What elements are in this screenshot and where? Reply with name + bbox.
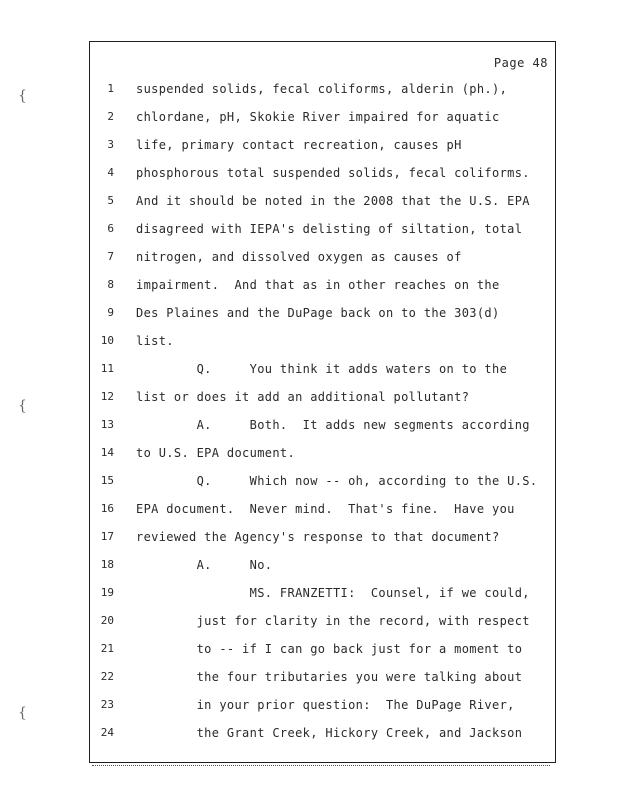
transcript-line [90,79,555,99]
transcript-line [90,583,555,603]
line-number: 2 [107,110,114,123]
line-number: 10 [100,334,114,347]
line-number: 18 [100,558,114,571]
transcript-line [90,107,555,127]
line-text: MS. FRANZETTI: Counsel, if we could, [136,586,530,600]
line-number: 24 [100,726,114,739]
transcript-line [90,639,555,659]
transcript-line [90,387,555,407]
line-number: 21 [100,642,114,655]
line-text: list or does it add an additional pollutant? [136,390,470,404]
line-text: impairment. And that as in other reaches on the [136,278,500,292]
transcript-line [90,723,555,743]
line-number: 12 [100,390,114,403]
line-text: chlordane, pH, Skokie River impaired for aquatic [136,110,500,124]
line-number: 4 [107,166,114,179]
transcript-line [90,303,555,323]
line-text: to U.S. EPA document. [136,446,296,460]
line-text: A. Both. It adds new segments according [136,418,530,432]
line-number: 8 [107,278,114,291]
line-number: 14 [100,446,114,459]
line-text: the four tributaries you were talking about [136,670,523,684]
line-text: life, primary contact recreation, causes pH [136,138,462,152]
transcript-line [90,667,555,687]
line-number: 15 [100,474,114,487]
transcript-page [89,41,556,763]
transcript-line [90,247,555,267]
line-number: 16 [100,502,114,515]
line-number: 17 [100,530,114,543]
line-text: in your prior question: The DuPage River, [136,698,515,712]
line-number: 9 [107,306,114,319]
line-number: 11 [100,362,114,375]
margin-mark: { [18,88,27,104]
transcript-line [90,499,555,519]
line-text: to -- if I can go back just for a moment to [136,642,523,656]
transcript-line [90,443,555,463]
line-number: 13 [100,418,114,431]
line-number: 22 [100,670,114,683]
transcript-line [90,611,555,631]
transcript-line [90,219,555,239]
transcript-line [90,331,555,351]
scan-artifact-line [92,765,550,769]
line-text: nitrogen, and dissolved oxygen as causes of [136,250,462,264]
line-text: Q. Which now -- oh, according to the U.S. [136,474,538,488]
transcript-line [90,135,555,155]
transcript-line [90,527,555,547]
transcript-line [90,163,555,183]
line-number: 6 [107,222,114,235]
line-number: 20 [100,614,114,627]
line-text: suspended solids, fecal coliforms, alderin (ph.), [136,82,508,96]
line-number: 3 [107,138,114,151]
transcript-line [90,415,555,435]
transcript-line [90,191,555,211]
margin-mark: { [18,705,27,721]
transcript-line [90,555,555,575]
line-text: Q. You think it adds waters on to the [136,362,508,376]
page-number: Page 48 [493,56,548,70]
transcript-line [90,471,555,491]
transcript-line [90,695,555,715]
line-text: phosphorous total suspended solids, fecal coliforms. [136,166,530,180]
line-text: reviewed the Agency's response to that document? [136,530,500,544]
line-text: A. No. [136,558,273,572]
line-number: 1 [107,82,114,95]
line-text: EPA document. Never mind. That's fine. Have you [136,502,515,516]
line-number: 19 [100,586,114,599]
line-text: just for clarity in the record, with respect [136,614,530,628]
line-number: 5 [107,194,114,207]
line-text: Des Plaines and the DuPage back on to the 303(d) [136,306,500,320]
transcript-line [90,359,555,379]
line-text: list. [136,334,174,348]
transcript-line [90,275,555,295]
line-number: 7 [107,250,114,263]
margin-mark: { [18,398,27,414]
line-text: the Grant Creek, Hickory Creek, and Jackson [136,726,523,740]
line-text: disagreed with IEPA's delisting of siltation, total [136,222,523,236]
line-number: 23 [100,698,114,711]
line-text: And it should be noted in the 2008 that the U.S. EPA [136,194,530,208]
